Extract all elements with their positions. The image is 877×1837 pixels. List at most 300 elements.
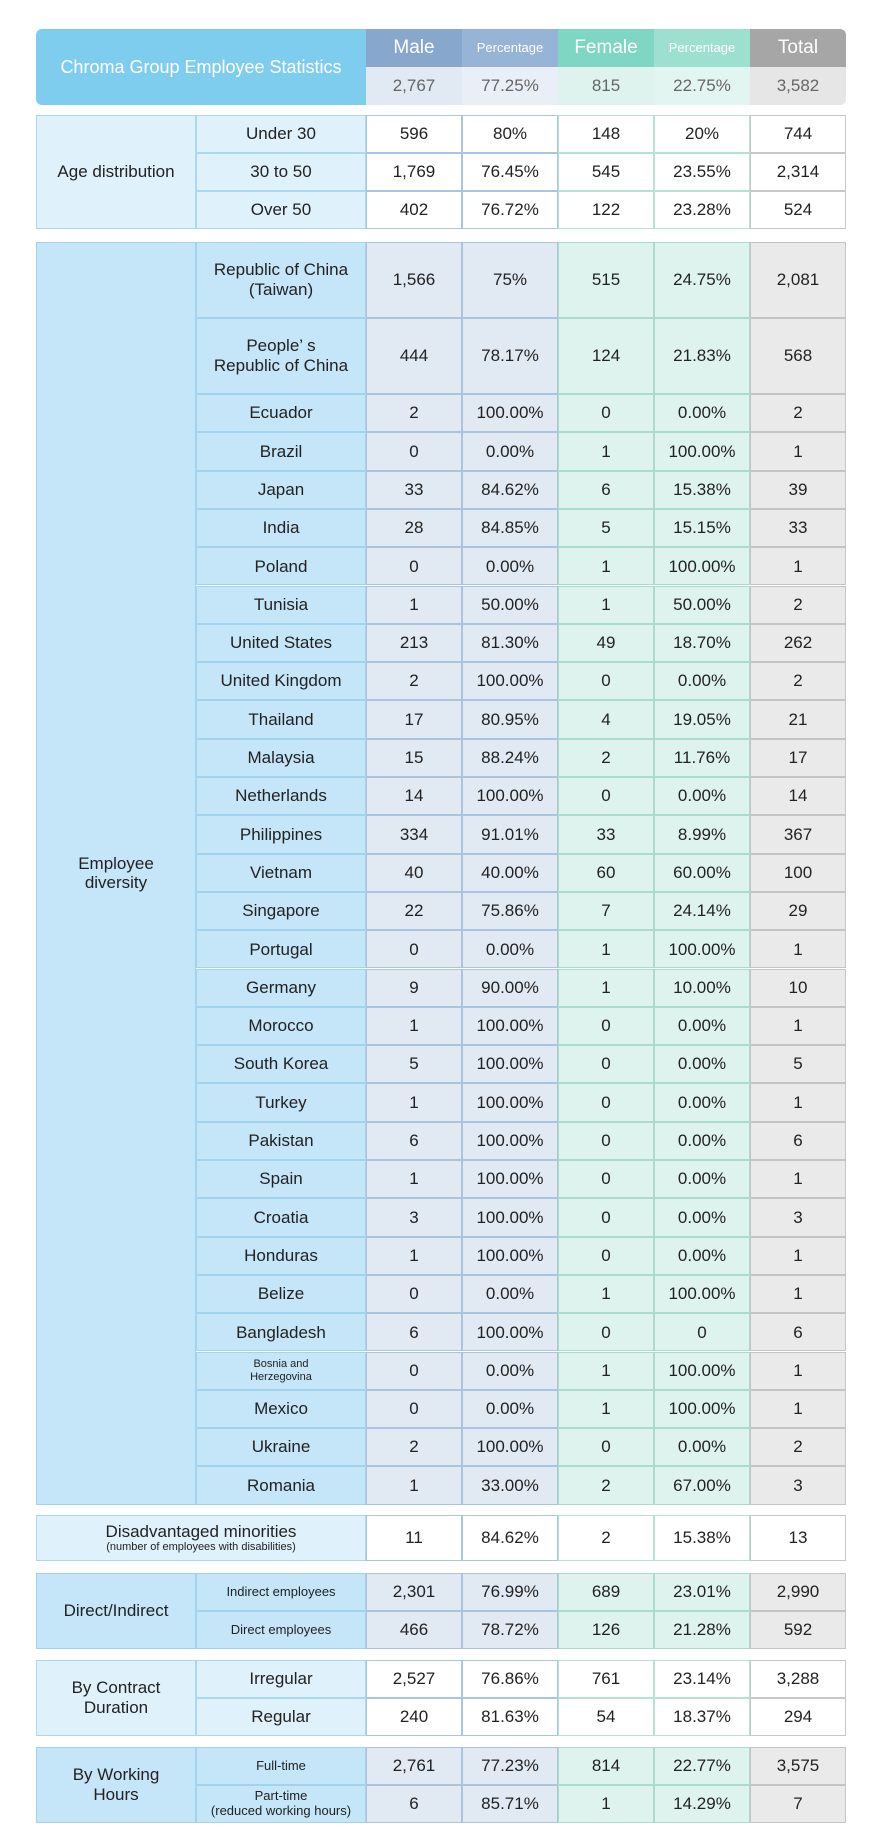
male-count-cell: 1,769 xyxy=(366,153,462,191)
table-row xyxy=(0,1660,877,1698)
male-count-cell: 2 xyxy=(366,394,462,432)
table-row xyxy=(0,394,877,432)
row-label xyxy=(196,777,366,815)
female-count-cell: 0 xyxy=(558,394,654,432)
male-percentage-cell: 80% xyxy=(462,115,558,153)
female-percentage-cell: 0.00% xyxy=(654,1045,750,1083)
row-label xyxy=(196,1747,366,1785)
female-count-cell: 0 xyxy=(558,1428,654,1466)
female-percentage-cell: 14.29% xyxy=(654,1785,750,1823)
working-hours-section xyxy=(0,1747,877,1823)
female-percentage-cell: 0.00% xyxy=(654,394,750,432)
female-count-cell: 4 xyxy=(558,700,654,738)
female-count-cell: 0 xyxy=(558,1160,654,1198)
row-label xyxy=(196,1313,366,1351)
male-percentage-cell: 100.00% xyxy=(462,1007,558,1045)
table-row xyxy=(0,624,877,662)
total-summary-value: 3,582 xyxy=(750,67,846,105)
table-row xyxy=(0,662,877,700)
female-percentage-cell: 23.14% xyxy=(654,1660,750,1698)
total-count-cell: 1 xyxy=(750,547,846,585)
row-label xyxy=(196,471,366,509)
female-percentage-cell: 0.00% xyxy=(654,777,750,815)
male-percentage-cell: 0.00% xyxy=(462,1390,558,1428)
row-label-text: Under 30 xyxy=(246,124,316,144)
male-percentage-cell: 80.95% xyxy=(462,700,558,738)
total-count-cell: 3,575 xyxy=(750,1747,846,1785)
total-count-cell: 1 xyxy=(750,1390,846,1428)
female-percentage-cell: 67.00% xyxy=(654,1466,750,1504)
row-label xyxy=(196,1045,366,1083)
table-row xyxy=(0,739,877,777)
female-count-cell: 33 xyxy=(558,815,654,853)
total-count-cell: 1 xyxy=(750,1160,846,1198)
female-percentage-summary-value: 22.75% xyxy=(654,67,750,105)
table-row xyxy=(0,1122,877,1160)
table-row xyxy=(0,969,877,1007)
table-row xyxy=(0,191,877,229)
female-count-cell: 1 xyxy=(558,1352,654,1390)
table-row xyxy=(0,1698,877,1736)
female-count-cell: 0 xyxy=(558,1083,654,1121)
total-count-cell: 294 xyxy=(750,1698,846,1736)
row-label-text: Full-time xyxy=(256,1757,306,1773)
female-percentage-cell: 18.37% xyxy=(654,1698,750,1736)
category-text: Disadvantaged minorities xyxy=(105,1521,297,1541)
row-label xyxy=(196,509,366,547)
category-text: By Contract xyxy=(71,1678,161,1698)
female-count-cell: 7 xyxy=(558,892,654,930)
row-label-text: Netherlands xyxy=(235,786,327,806)
female-count-cell: 122 xyxy=(558,191,654,229)
table-row xyxy=(0,242,877,318)
row-label-text: Ecuador xyxy=(249,403,313,423)
male-count-cell: 9 xyxy=(366,969,462,1007)
male-count-cell: 334 xyxy=(366,815,462,853)
male-count-cell: 15 xyxy=(366,739,462,777)
male-percentage-cell: 91.01% xyxy=(462,815,558,853)
female-percentage-cell: 100.00% xyxy=(654,547,750,585)
row-label-text: South Korea xyxy=(233,1054,329,1074)
male-percentage-cell: 100.00% xyxy=(462,394,558,432)
female-count-cell: 0 xyxy=(558,1313,654,1351)
female-percentage-cell: 100.00% xyxy=(654,1390,750,1428)
male-count-cell: 444 xyxy=(366,318,462,394)
row-label-text: Pakistan xyxy=(248,1131,314,1151)
male-summary-value: 2,767 xyxy=(366,67,462,105)
row-label xyxy=(196,1428,366,1466)
female-percentage-cell: 24.14% xyxy=(654,892,750,930)
female-count-cell: 1 xyxy=(558,930,654,968)
female-count-cell: 124 xyxy=(558,318,654,394)
male-percentage-cell: 50.00% xyxy=(462,586,558,624)
table-row xyxy=(0,700,877,738)
row-label-text: 30 to 50 xyxy=(250,162,312,182)
table-row xyxy=(0,1313,877,1351)
male-percentage-column-header: Percentage xyxy=(462,29,558,67)
total-count-cell: 13 xyxy=(750,1515,846,1561)
female-percentage-cell: 100.00% xyxy=(654,930,750,968)
male-count-cell: 6 xyxy=(366,1313,462,1351)
row-label-text: Mexico xyxy=(254,1399,308,1419)
female-count-cell: 2 xyxy=(558,739,654,777)
female-percentage-cell: 22.77% xyxy=(654,1747,750,1785)
row-label xyxy=(196,432,366,470)
total-count-cell: 367 xyxy=(750,815,846,853)
female-percentage-cell: 0 xyxy=(654,1313,750,1351)
female-count-cell: 761 xyxy=(558,1660,654,1698)
row-label xyxy=(196,969,366,1007)
female-percentage-cell: 0.00% xyxy=(654,1083,750,1121)
table-row xyxy=(0,1045,877,1083)
total-count-cell: 1 xyxy=(750,432,846,470)
female-count-cell: 515 xyxy=(558,242,654,318)
total-count-cell: 524 xyxy=(750,191,846,229)
male-count-cell: 2 xyxy=(366,1428,462,1466)
table-row xyxy=(0,318,877,394)
row-label xyxy=(196,394,366,432)
total-count-cell: 2 xyxy=(750,586,846,624)
table-row xyxy=(0,509,877,547)
male-percentage-summary-value: 77.25% xyxy=(462,67,558,105)
male-percentage-cell: 33.00% xyxy=(462,1466,558,1504)
row-label-text: United States xyxy=(229,633,333,653)
category-text: Duration xyxy=(83,1698,149,1717)
row-label xyxy=(196,892,366,930)
female-count-cell: 1 xyxy=(558,1390,654,1428)
female-percentage-cell: 0.00% xyxy=(654,1428,750,1466)
row-label xyxy=(196,624,366,662)
female-percentage-cell: 8.99% xyxy=(654,815,750,853)
row-label xyxy=(196,1198,366,1236)
row-label xyxy=(196,1275,366,1313)
total-count-cell: 6 xyxy=(750,1122,846,1160)
male-percentage-cell: 0.00% xyxy=(462,432,558,470)
table-row xyxy=(0,1083,877,1121)
row-label xyxy=(196,1083,366,1121)
male-count-cell: 5 xyxy=(366,1045,462,1083)
total-count-cell: 568 xyxy=(750,318,846,394)
male-percentage-cell: 40.00% xyxy=(462,854,558,892)
female-percentage-cell: 50.00% xyxy=(654,586,750,624)
row-label-text: Malaysia xyxy=(247,748,315,768)
male-percentage-cell: 75.86% xyxy=(462,892,558,930)
row-label xyxy=(196,1390,366,1428)
disadvantaged-minorities-section xyxy=(0,1515,877,1561)
male-count-cell: 6 xyxy=(366,1785,462,1823)
female-count-cell: 6 xyxy=(558,471,654,509)
row-label xyxy=(196,1122,366,1160)
total-count-cell: 14 xyxy=(750,777,846,815)
row-label-text: Ukraine xyxy=(251,1437,311,1457)
male-percentage-cell: 0.00% xyxy=(462,930,558,968)
male-percentage-cell: 100.00% xyxy=(462,1428,558,1466)
male-count-cell: 466 xyxy=(366,1611,462,1649)
female-count-cell: 1 xyxy=(558,586,654,624)
male-count-cell: 1 xyxy=(366,1083,462,1121)
table-row xyxy=(0,1428,877,1466)
row-label-text: Romania xyxy=(246,1475,316,1495)
row-label-text: Singapore xyxy=(242,901,320,921)
male-percentage-cell: 76.86% xyxy=(462,1660,558,1698)
row-label-line: Herzegovina xyxy=(250,1370,312,1383)
total-count-cell: 2 xyxy=(750,394,846,432)
row-label-text: Bangladesh xyxy=(236,1322,326,1342)
table-row xyxy=(0,892,877,930)
total-count-cell: 1 xyxy=(750,1237,846,1275)
table-row xyxy=(0,1466,877,1504)
male-count-cell: 213 xyxy=(366,624,462,662)
table-row xyxy=(0,1198,877,1236)
table-row xyxy=(0,471,877,509)
male-count-cell: 402 xyxy=(366,191,462,229)
female-percentage-cell: 0.00% xyxy=(654,1007,750,1045)
row-label-text: Spain xyxy=(259,1169,303,1189)
minorities-category-label xyxy=(36,1515,366,1561)
male-percentage-cell: 84.62% xyxy=(462,1515,558,1561)
table-row xyxy=(0,1007,877,1045)
row-label-line: (Taiwan) xyxy=(248,280,314,299)
table-row xyxy=(0,1352,877,1390)
female-percentage-cell: 11.76% xyxy=(654,739,750,777)
male-count-cell: 1 xyxy=(366,1466,462,1504)
male-percentage-cell: 76.72% xyxy=(462,191,558,229)
table-row xyxy=(0,815,877,853)
female-count-cell: 2 xyxy=(558,1515,654,1561)
total-column-header: Total xyxy=(750,29,846,67)
employee-diversity-section xyxy=(0,242,877,1505)
female-percentage-cell: 0.00% xyxy=(654,1160,750,1198)
male-percentage-cell: 100.00% xyxy=(462,777,558,815)
male-count-cell: 0 xyxy=(366,432,462,470)
male-count-cell: 28 xyxy=(366,509,462,547)
row-label-text: United Kingdom xyxy=(220,671,342,691)
category-text: Direct/Indirect xyxy=(63,1601,169,1621)
row-label xyxy=(196,1352,366,1390)
table-row xyxy=(0,115,877,153)
total-count-cell: 1 xyxy=(750,1275,846,1313)
male-count-cell: 0 xyxy=(366,1390,462,1428)
female-count-cell: 1 xyxy=(558,547,654,585)
male-percentage-cell: 84.62% xyxy=(462,471,558,509)
row-label xyxy=(196,930,366,968)
male-percentage-cell: 84.85% xyxy=(462,509,558,547)
female-count-cell: 1 xyxy=(558,969,654,1007)
row-label-text: Vietnam xyxy=(249,862,313,882)
row-label-text: India xyxy=(262,518,300,538)
total-count-cell: 744 xyxy=(750,115,846,153)
female-percentage-cell: 21.28% xyxy=(654,1611,750,1649)
female-percentage-cell: 23.01% xyxy=(654,1573,750,1611)
category-text: By Working xyxy=(72,1765,160,1785)
total-count-cell: 2 xyxy=(750,1428,846,1466)
female-count-cell: 5 xyxy=(558,509,654,547)
total-count-cell: 5 xyxy=(750,1045,846,1083)
contract-duration-section xyxy=(0,1660,877,1736)
table-row xyxy=(0,1390,877,1428)
male-count-cell: 22 xyxy=(366,892,462,930)
row-label xyxy=(196,700,366,738)
male-percentage-cell: 75% xyxy=(462,242,558,318)
row-label-text: Philippines xyxy=(239,824,323,844)
male-count-cell: 11 xyxy=(366,1515,462,1561)
female-count-cell: 54 xyxy=(558,1698,654,1736)
total-count-cell: 1 xyxy=(750,1007,846,1045)
table-row xyxy=(0,854,877,892)
female-count-cell: 0 xyxy=(558,1198,654,1236)
row-label-line: Republic of China xyxy=(213,356,349,375)
male-percentage-cell: 85.71% xyxy=(462,1785,558,1823)
table-row xyxy=(0,1237,877,1275)
row-label-text: Direct employees xyxy=(230,1621,332,1637)
female-percentage-cell: 100.00% xyxy=(654,432,750,470)
row-label-text: Tunisia xyxy=(253,594,309,614)
male-count-cell: 17 xyxy=(366,700,462,738)
male-percentage-cell: 100.00% xyxy=(462,1045,558,1083)
female-count-cell: 814 xyxy=(558,1747,654,1785)
male-count-cell: 1,566 xyxy=(366,242,462,318)
category-subtext: (number of employees with disabilities) xyxy=(106,1541,296,1554)
total-count-cell: 39 xyxy=(750,471,846,509)
female-percentage-cell: 23.28% xyxy=(654,191,750,229)
row-label xyxy=(196,191,366,229)
male-percentage-cell: 88.24% xyxy=(462,739,558,777)
male-count-cell: 40 xyxy=(366,854,462,892)
category-text: Age distribution xyxy=(57,162,175,182)
total-count-cell: 100 xyxy=(750,854,846,892)
category-text: Employee xyxy=(78,853,154,873)
female-percentage-cell: 24.75% xyxy=(654,242,750,318)
table-row xyxy=(0,1785,877,1823)
table-row xyxy=(0,547,877,585)
table-title: Chroma Group Employee Statistics xyxy=(36,29,366,105)
row-label-line: People’ s xyxy=(246,336,316,356)
female-count-cell: 0 xyxy=(558,662,654,700)
table-row xyxy=(0,1747,877,1785)
row-label xyxy=(196,318,366,394)
male-count-cell: 2,761 xyxy=(366,1747,462,1785)
male-percentage-cell: 81.63% xyxy=(462,1698,558,1736)
row-label xyxy=(196,1785,366,1823)
female-count-cell: 126 xyxy=(558,1611,654,1649)
direct-indirect-section xyxy=(0,1573,877,1649)
total-count-cell: 17 xyxy=(750,739,846,777)
female-percentage-cell: 15.15% xyxy=(654,509,750,547)
male-count-cell: 2 xyxy=(366,662,462,700)
female-count-cell: 49 xyxy=(558,624,654,662)
total-count-cell: 1 xyxy=(750,1083,846,1121)
total-count-cell: 6 xyxy=(750,1313,846,1351)
male-percentage-cell: 90.00% xyxy=(462,969,558,1007)
row-label-text: Honduras xyxy=(244,1245,318,1265)
male-count-cell: 1 xyxy=(366,586,462,624)
total-count-cell: 29 xyxy=(750,892,846,930)
row-label xyxy=(196,1160,366,1198)
male-percentage-cell: 76.45% xyxy=(462,153,558,191)
female-count-cell: 0 xyxy=(558,1122,654,1160)
male-count-cell: 3 xyxy=(366,1198,462,1236)
male-count-cell: 0 xyxy=(366,1275,462,1313)
female-percentage-cell: 60.00% xyxy=(654,854,750,892)
female-percentage-cell: 0.00% xyxy=(654,662,750,700)
female-percentage-cell: 21.83% xyxy=(654,318,750,394)
male-percentage-cell: 0.00% xyxy=(462,1275,558,1313)
table-row xyxy=(0,1611,877,1649)
female-count-cell: 2 xyxy=(558,1466,654,1504)
row-label-line: Republic of China xyxy=(213,260,349,280)
row-label xyxy=(196,815,366,853)
row-label-text: Regular xyxy=(251,1707,311,1727)
female-column-header: Female xyxy=(558,29,654,67)
male-count-cell: 240 xyxy=(366,1698,462,1736)
male-count-cell: 1 xyxy=(366,1160,462,1198)
male-count-cell: 1 xyxy=(366,1237,462,1275)
total-count-cell: 2,314 xyxy=(750,153,846,191)
row-label-text: Indirect employees xyxy=(226,1583,336,1599)
male-count-cell: 0 xyxy=(366,1352,462,1390)
total-count-cell: 33 xyxy=(750,509,846,547)
table-row xyxy=(0,777,877,815)
male-percentage-cell: 77.23% xyxy=(462,1747,558,1785)
table-row xyxy=(0,1275,877,1313)
table-row xyxy=(0,1160,877,1198)
total-count-cell: 1 xyxy=(750,1352,846,1390)
row-label xyxy=(196,1007,366,1045)
row-label xyxy=(196,854,366,892)
male-count-cell: 1 xyxy=(366,1007,462,1045)
total-count-cell: 2 xyxy=(750,662,846,700)
row-label-text: Irregular xyxy=(249,1669,313,1689)
category-text: Hours xyxy=(93,1785,139,1804)
male-count-cell: 0 xyxy=(366,930,462,968)
female-count-cell: 0 xyxy=(558,777,654,815)
total-count-cell: 2,990 xyxy=(750,1573,846,1611)
row-label xyxy=(196,739,366,777)
female-percentage-cell: 20% xyxy=(654,115,750,153)
row-label-text: Thailand xyxy=(248,709,314,729)
female-count-cell: 0 xyxy=(558,1007,654,1045)
male-percentage-cell: 100.00% xyxy=(462,1237,558,1275)
female-count-cell: 689 xyxy=(558,1573,654,1611)
table-row xyxy=(0,1573,877,1611)
row-label-text: Croatia xyxy=(253,1207,309,1227)
row-label xyxy=(196,1237,366,1275)
total-count-cell: 10 xyxy=(750,969,846,1007)
row-label xyxy=(196,1660,366,1698)
female-percentage-cell: 0.00% xyxy=(654,1122,750,1160)
row-label-line: Part-time xyxy=(254,1788,308,1804)
row-label-text: Belize xyxy=(257,1284,305,1304)
row-label-text: Over 50 xyxy=(250,200,312,220)
male-percentage-cell: 78.72% xyxy=(462,1611,558,1649)
male-percentage-cell: 76.99% xyxy=(462,1573,558,1611)
female-count-cell: 0 xyxy=(558,1237,654,1275)
female-percentage-cell: 100.00% xyxy=(654,1275,750,1313)
female-percentage-cell: 15.38% xyxy=(654,471,750,509)
male-percentage-cell: 100.00% xyxy=(462,1083,558,1121)
female-count-cell: 0 xyxy=(558,1045,654,1083)
row-label xyxy=(196,586,366,624)
total-count-cell: 592 xyxy=(750,1611,846,1649)
total-count-cell: 3 xyxy=(750,1198,846,1236)
male-count-cell: 6 xyxy=(366,1122,462,1160)
row-label xyxy=(196,547,366,585)
total-count-cell: 21 xyxy=(750,700,846,738)
female-percentage-cell: 19.05% xyxy=(654,700,750,738)
female-count-cell: 148 xyxy=(558,115,654,153)
female-percentage-cell: 0.00% xyxy=(654,1237,750,1275)
row-label xyxy=(196,1611,366,1649)
